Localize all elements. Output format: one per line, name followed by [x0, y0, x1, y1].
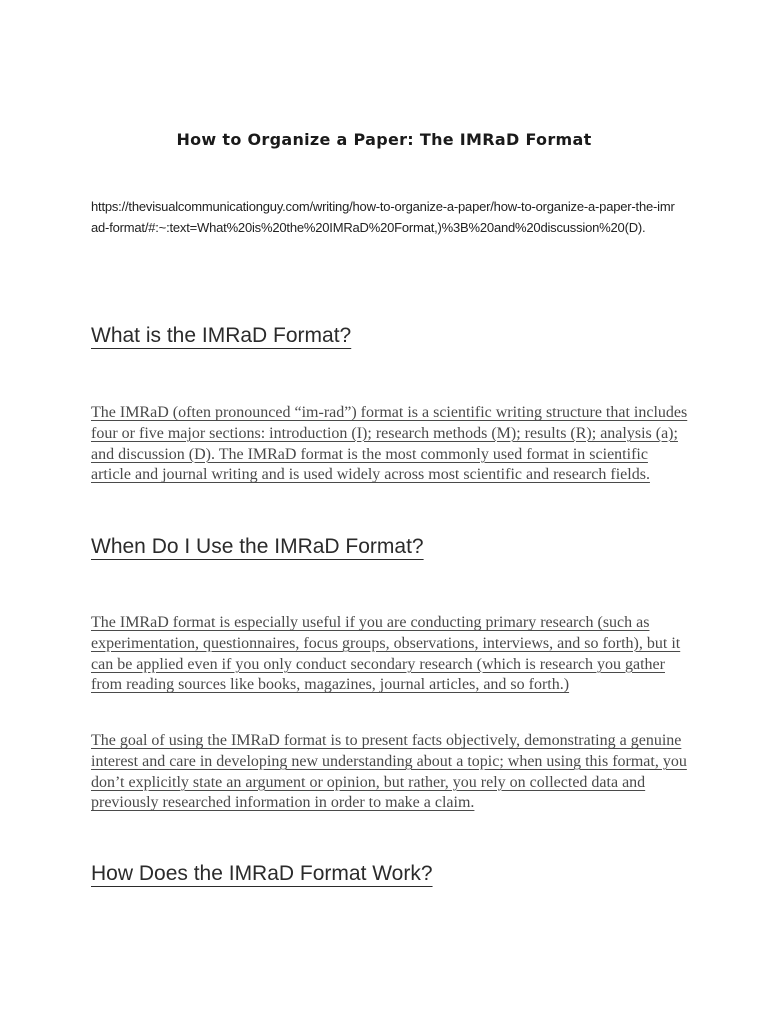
paragraph-when-use-2: The goal of using the IMRaD format is to present facts objectively, demonstrating a genuine interest and care in developing new understanding about a topic; when using this format, you don’t explicitly state an argument or opinion, but rather, you rely on collected data and previously researched information in order to make a claim.	[91, 732, 687, 812]
paragraph-what-is: The IMRaD (often pronounced “im-rad”) format is a scientific writing structure that includes four or five major sections: introduction (I); research methods (M); results (R); analysis (a); and discussion (D). The IMRaD format is the most commonly used format in scientific article and journal writing and is used widely across most scientific and research fields.	[91, 404, 688, 484]
section-heading-how-works: How Does the IMRaD Format Work?	[91, 862, 433, 885]
paragraph-when-use-1: The IMRaD format is especially useful if you are conducting primary research (such as experimentation, questionnaires, focus groups, observations, interviews, and so forth), but it can be applied even if you only conduct secondary research (which is research you gather from reading sources like books, magazines, journal articles, and so forth.)	[91, 614, 681, 694]
section-heading-what-is: What is the IMRaD Format?	[91, 324, 352, 347]
section-heading-when-use: When Do I Use the IMRaD Format?	[91, 535, 424, 558]
source-url: https://thevisualcommunicationguy.com/writing/how-to-organize-a-paper/how-to-organize-a-paper-the-imrad-format/#:~:text=What%20is%20the%20IMRaD%20Format,)%3B%20and%20discussion%20(D).	[91, 199, 675, 235]
document-title: How to Organize a Paper: The IMRaD Format	[176, 130, 592, 149]
